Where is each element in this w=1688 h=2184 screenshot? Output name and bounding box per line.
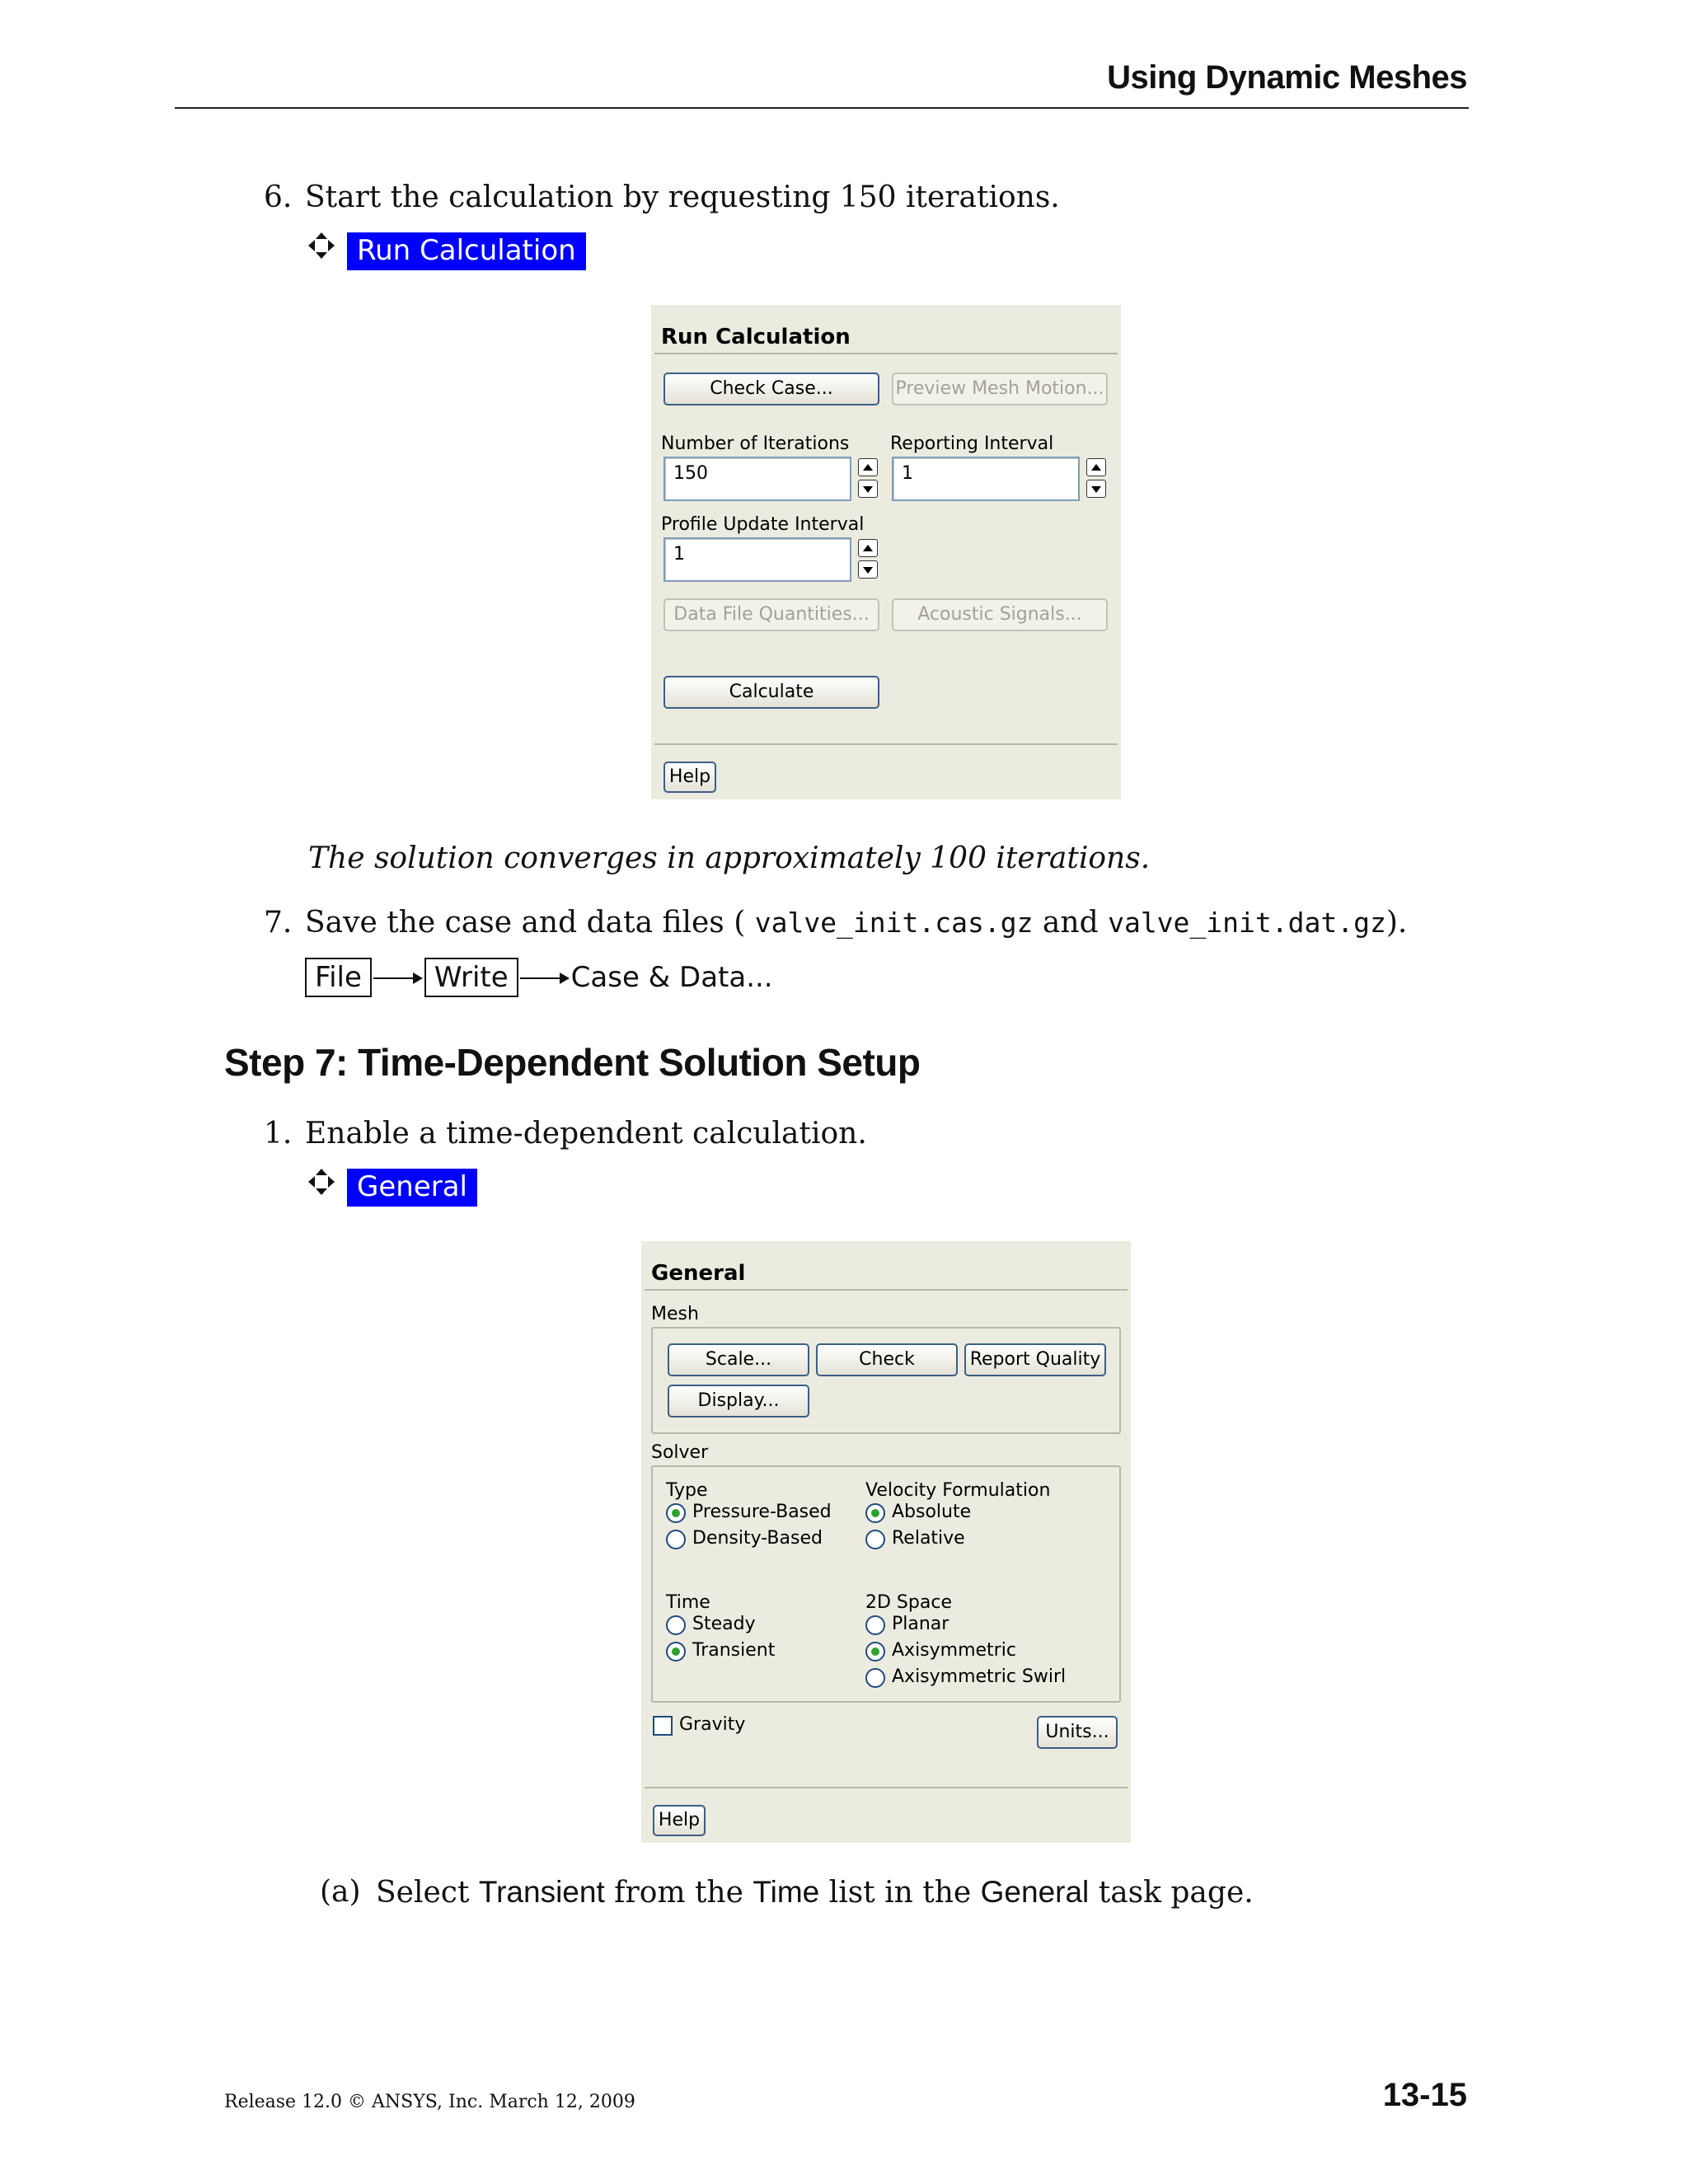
planar-radio[interactable] <box>865 1615 885 1635</box>
nav-general[interactable]: General <box>347 1169 477 1207</box>
scale-button[interactable]: Scale... <box>668 1343 809 1376</box>
profile-update-label: Profile Update Interval <box>661 514 865 535</box>
step-7-text-and: and <box>1033 906 1109 940</box>
time-label: Time <box>666 1592 710 1613</box>
iterations-input[interactable]: 150 <box>663 457 851 501</box>
step-7-text-after: ). <box>1386 906 1408 940</box>
pressure-based-radio[interactable] <box>666 1503 686 1523</box>
absolute-radio[interactable] <box>865 1503 885 1523</box>
gravity-label: Gravity <box>679 1714 746 1735</box>
mesh-label: Mesh <box>651 1304 699 1324</box>
step-7-number: 7. <box>264 906 293 940</box>
display-button[interactable]: Display... <box>668 1385 809 1418</box>
profile-update-input[interactable]: 1 <box>663 537 851 582</box>
density-based-radio[interactable] <box>666 1530 686 1549</box>
title-divider <box>645 1289 1128 1291</box>
substep-a-text-2: from the <box>604 1876 753 1910</box>
transient-term: Transient <box>478 1875 605 1909</box>
general-panel <box>641 1241 1131 1843</box>
data-file-name: valve_init.dat.gz <box>1108 907 1386 939</box>
menu-file[interactable]: File <box>305 958 372 997</box>
step-6-text: Start the calculation by requesting 150 iterations. <box>305 180 1060 214</box>
header-rule <box>175 107 1469 109</box>
decrement-icon[interactable] <box>858 480 878 498</box>
menu-write[interactable]: Write <box>424 958 518 997</box>
converge-note: The solution converges in approximately 100 iterations. <box>308 841 1151 875</box>
iterations-label: Number of Iterations <box>661 434 850 454</box>
increment-icon[interactable] <box>1086 458 1106 476</box>
step-7-1-text: Enable a time-dependent calculation. <box>305 1117 867 1151</box>
reporting-interval-spinner[interactable] <box>1086 458 1106 498</box>
calculate-button[interactable]: Calculate <box>663 676 879 709</box>
type-label: Type <box>666 1480 708 1501</box>
axisymmetric-swirl-label: Axisymmetric Swirl <box>892 1666 1067 1687</box>
check-button[interactable]: Check <box>816 1343 958 1376</box>
preview-mesh-motion-button[interactable]: Preview Mesh Motion... <box>892 373 1108 405</box>
section-heading: Step 7: Time-Dependent Solution Setup <box>224 1041 921 1084</box>
increment-icon[interactable] <box>858 539 878 557</box>
general-title: General <box>651 1261 746 1286</box>
relative-label: Relative <box>892 1528 965 1549</box>
steady-radio[interactable] <box>666 1615 686 1635</box>
decrement-icon[interactable] <box>858 560 878 579</box>
relative-radio[interactable] <box>865 1530 885 1549</box>
footer-divider <box>645 1787 1128 1788</box>
run-calculation-title: Run Calculation <box>661 325 851 349</box>
step-7-text-before: Save the case and data files ( <box>305 906 755 940</box>
arrow-icon <box>518 958 571 997</box>
footer-divider <box>654 743 1118 745</box>
menu-case-data[interactable]: Case & Data... <box>570 961 773 994</box>
2d-space-label: 2D Space <box>865 1592 952 1613</box>
navigation-icon <box>307 231 336 260</box>
transient-label: Transient <box>692 1640 776 1661</box>
pressure-based-label: Pressure-Based <box>692 1502 832 1522</box>
velocity-formulation-label: Velocity Formulation <box>865 1480 1051 1501</box>
time-term: Time <box>753 1875 820 1909</box>
title-divider <box>654 353 1118 354</box>
help-button[interactable]: Help <box>653 1805 706 1836</box>
case-file-name: valve_init.cas.gz <box>754 907 1034 939</box>
nav-run-calculation[interactable]: Run Calculation <box>347 232 586 270</box>
axisymmetric-label: Axisymmetric <box>892 1640 1016 1661</box>
reporting-interval-input[interactable]: 1 <box>892 457 1080 501</box>
density-based-label: Density-Based <box>692 1528 823 1549</box>
decrement-icon[interactable] <box>1086 480 1106 498</box>
running-header: Using Dynamic Meshes <box>1107 59 1467 96</box>
navigation-icon <box>307 1167 336 1197</box>
report-quality-button[interactable]: Report Quality <box>964 1343 1106 1376</box>
iterations-spinner[interactable] <box>858 458 878 498</box>
substep-a-text-3: list in the <box>819 1876 981 1910</box>
substep-a-text-4: task page. <box>1089 1876 1254 1910</box>
profile-update-spinner[interactable] <box>858 539 878 579</box>
transient-radio[interactable] <box>666 1642 686 1661</box>
arrow-icon <box>372 958 424 997</box>
help-button[interactable]: Help <box>663 762 716 793</box>
substep-a-text <box>376 1874 1254 1911</box>
planar-label: Planar <box>892 1614 950 1634</box>
step-7-1-number: 1. <box>264 1117 293 1151</box>
release-footer: Release 12.0 © ANSYS, Inc. March 12, 2009 <box>224 2092 635 2112</box>
axisymmetric-radio[interactable] <box>865 1642 885 1661</box>
steady-label: Steady <box>692 1614 756 1634</box>
units-button[interactable]: Units... <box>1037 1716 1118 1749</box>
gravity-checkbox[interactable] <box>653 1716 673 1736</box>
check-case-button[interactable]: Check Case... <box>663 373 879 405</box>
axisymmetric-swirl-radio[interactable] <box>865 1668 885 1688</box>
absolute-label: Absolute <box>892 1502 972 1522</box>
increment-icon[interactable] <box>858 458 878 476</box>
substep-a-label: (a) <box>320 1875 361 1909</box>
reporting-interval-label: Reporting Interval <box>890 434 1054 454</box>
data-file-quantities-button[interactable]: Data File Quantities... <box>663 598 879 631</box>
solver-label: Solver <box>651 1442 709 1463</box>
menu-path <box>305 958 773 997</box>
general-term: General <box>980 1875 1090 1909</box>
run-calculation-panel <box>651 305 1121 799</box>
page-number: 13-15 <box>1382 2077 1467 2113</box>
acoustic-signals-button[interactable]: Acoustic Signals... <box>892 598 1108 631</box>
substep-a-text-1: Select <box>376 1876 479 1910</box>
step-6-number: 6. <box>264 180 293 214</box>
step-7-text <box>305 905 1407 941</box>
